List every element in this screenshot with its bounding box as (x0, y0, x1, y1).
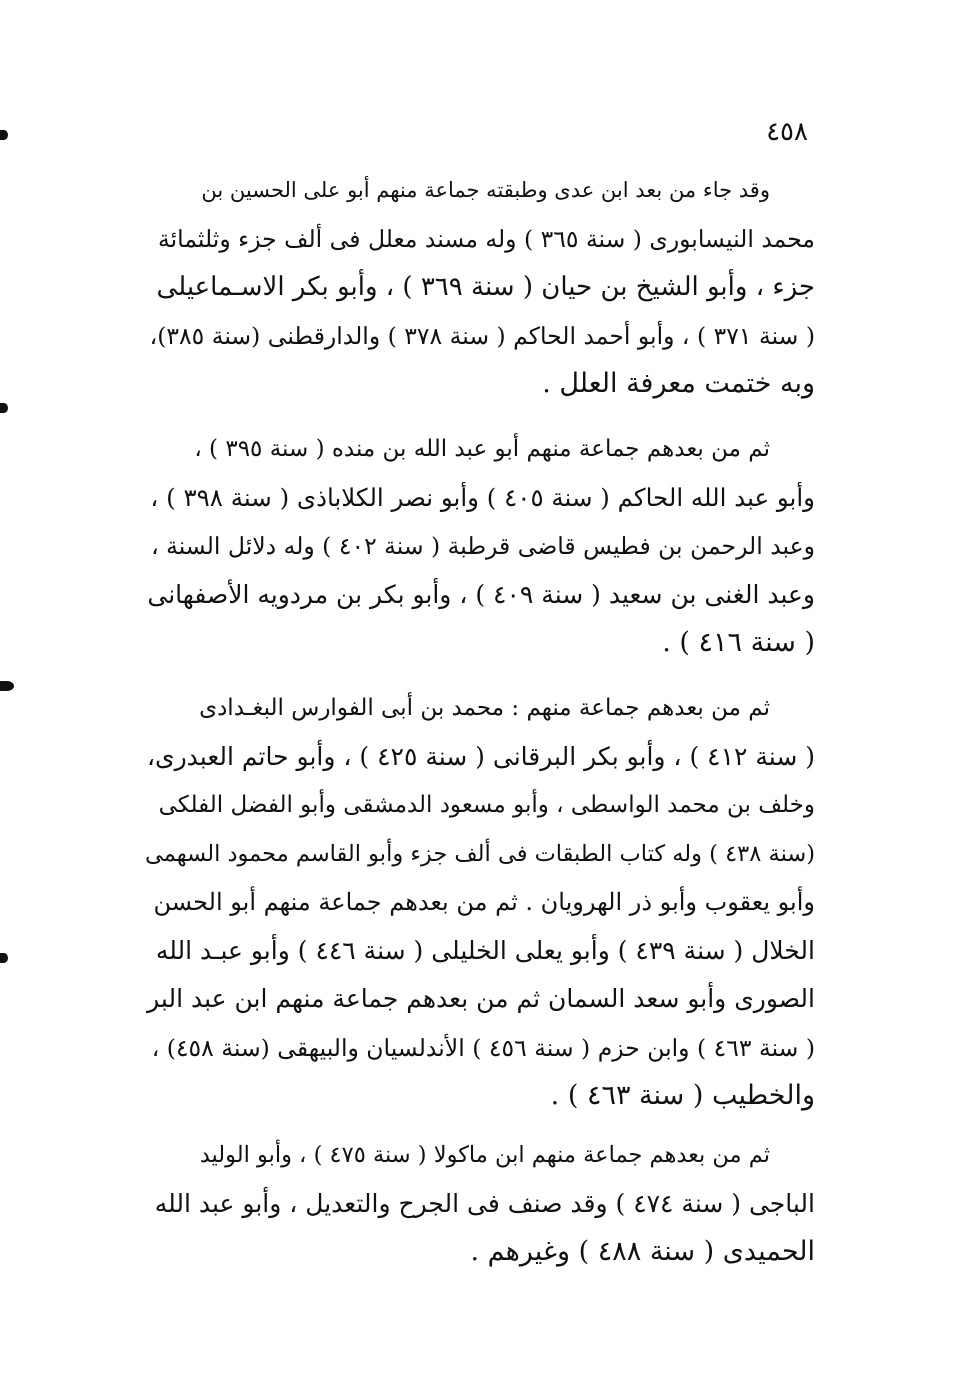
margin-binding-mark (0, 130, 8, 140)
text-line: الخلال ( سنة ٤٣٩ ) وأبو يعلى الخليلى ( سنة ٤٤٦ ) وأبو عبـد الله (155, 935, 815, 965)
text-line: وقد جاء من بعد ابن عدى وطبقته جماعة منهم أبو على الحسين بن (201, 178, 770, 202)
margin-binding-mark (0, 403, 8, 413)
text-line: الصورى وأبو سعد السمان ثم من بعدهم جماعة منهم ابن عبد البر (147, 984, 815, 1013)
text-line: وعبد الغنى بن سعيد ( سنة ٤٠٩ ) ، وأبو بكر بن مردويه الأصفهانى (147, 579, 815, 609)
paragraph (145, 166, 815, 409)
text-line: وعبد الرحمن بن فطيس قاضى قرطبة ( سنة ٤٠٢ ) وله دلائل السنة ، (151, 532, 815, 560)
text-line: ( سنة ٤١٢ ) ، وأبو بكر البرقانى ( سنة ٤٢٥ ) ، وأبو حاتم العبدرى، (146, 741, 815, 771)
text-line: وأبو يعقوب وأبو ذر الهرويان . ثم من بعدهم جماعة منهم أبو الحسن (153, 888, 815, 916)
text-line: ثم من بعدهم جماعة منهم أبو عبد الله بن منده ( سنة ٣٩٥ ) ، (194, 436, 770, 462)
text-line: ( سنة ٤١٦ ) . (662, 627, 815, 658)
text-line: وبه ختمت معرفة العلل . (542, 368, 815, 399)
paragraph (145, 425, 815, 668)
page-number: ٤٥٨ (766, 117, 808, 147)
text-line: الباجى ( سنة ٤٧٤ ) وقد صنف فى الجرح والتعديل ، وأبو عبد الله (154, 1188, 815, 1218)
text-line: محمد النيسابورى ( سنة ٣٦٥ ) وله مسند معلل فى ألف جزء وثلثمائة (158, 224, 815, 253)
text-line: وأبو عبد الله الحاكم ( سنة ٤٠٥ ) وأبو نصر الكلاباذى ( سنة ٣٩٨ ) ، (150, 482, 815, 512)
text-line: وخلف بن محمد الواسطى ، وأبو مسعود الدمشقى وأبو الفضل الفلكى (158, 792, 815, 818)
text-line: ( سنة ٤٦٣ ) وابن حزم ( سنة ٤٥٦ ) الأندلسيان والبيهقى (سنة ٤٥٨) ، (151, 1033, 815, 1062)
margin-binding-mark (0, 681, 14, 691)
paragraph (145, 684, 815, 1121)
margin-binding-mark (0, 953, 8, 963)
text-line: (سنة ٤٣٨ ) وله كتاب الطبقات فى ألف جزء وأبو القاسم محمود السهمى (145, 840, 815, 867)
paragraph (145, 1131, 815, 1277)
text-line: والخطيب ( سنة ٤٦٣ ) . (550, 1080, 815, 1111)
text-line: الحميدى ( سنة ٤٨٨ ) وغيرهم . (470, 1236, 815, 1267)
text-line: ثم من بعدهم جماعة منهم : محمد بن أبى الفوارس البغـدادى (199, 695, 770, 721)
text-line: جزء ، وأبو الشيخ بن حيان ( سنة ٣٦٩ ) ، وأبو بكر الاسـماعيلى (156, 272, 815, 302)
text-line: ثم من بعدهم جماعة منهم ابن ماكولا ( سنة ٤٧٥ ) ، وأبو الوليد (199, 1142, 770, 1168)
text-line: ( سنة ٣٧١ ) ، وأبو أحمد الحاكم ( سنة ٣٧٨ ) والدارقطنى (سنة ٣٨٥)، (149, 321, 815, 350)
